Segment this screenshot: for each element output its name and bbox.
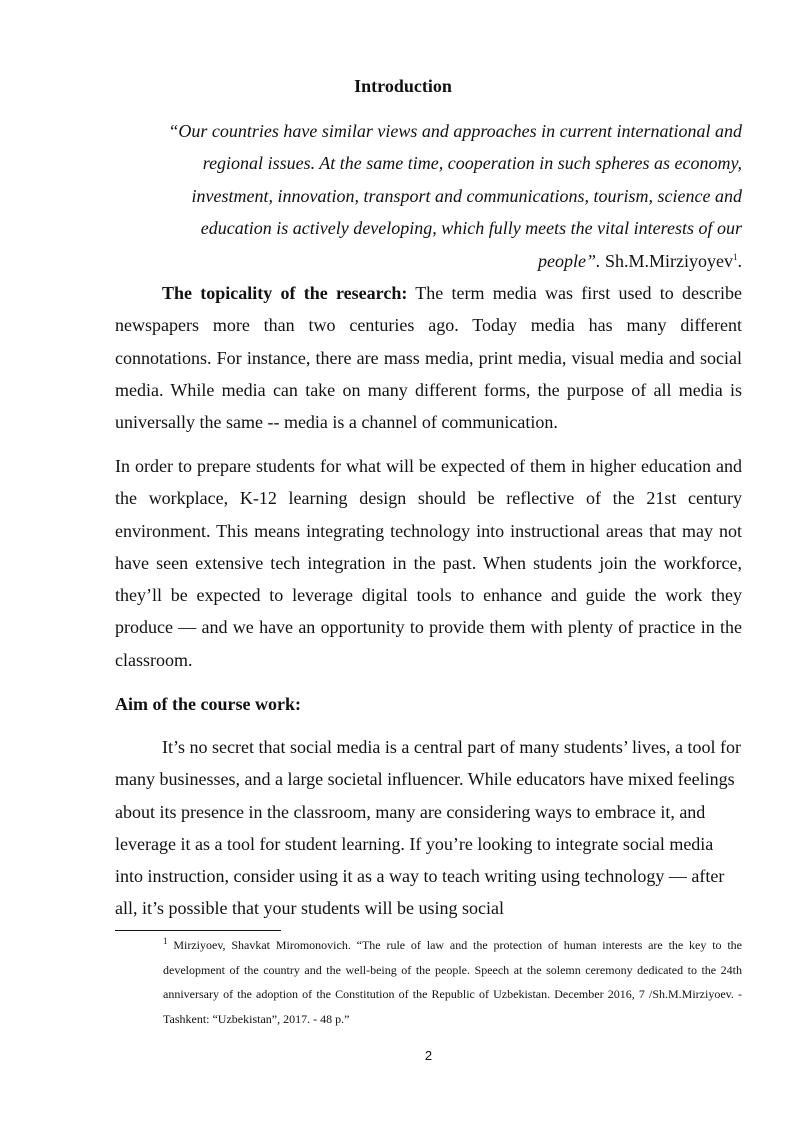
footnote-number: 1 — [163, 936, 168, 946]
footnote — [163, 933, 742, 1031]
topicality-label: The topicality of the research: — [162, 283, 408, 303]
epigraph-author: Sh.M.Mirziyoyev — [605, 250, 733, 271]
body-paragraph-3: It’s no secret that social media is a central part of many students’ lives, a tool for many businesses, and a large societal influencer. While educators have mixed feelings about its presence in the classroom, many are considering ways to embrace it, and leverage it as a tool for student learning. If you’re looking to integrate social media into instruction, consider using it as a way to teach writing using technology — after all, it’s possible that your students will be using social — [115, 737, 741, 919]
footnote-separator — [115, 930, 281, 931]
page-title: Introduction — [354, 76, 452, 96]
page-number: 2 — [424, 1048, 433, 1063]
epigraph-quote — [140, 115, 742, 277]
footnote-reference[interactable]: 1 — [733, 251, 738, 262]
body-paragraph-2: In order to prepare students for what will be expected of them in higher education and the workplace, K-12 learning design should be reflective of the 21st century environment. This means integrating technology into instructional areas that may not have seen extensive tech integration in the past. When students join the workforce, they’ll be expected to leverage digital tools to enhance and guide the work they produce — and we have an opportunity to provide them with plenty of practice in the classroom. — [115, 456, 742, 670]
topicality-text: The term media was first used to describe newspapers more than two centuries ago. Today media has many different connotations. For instance, there are mass media, print media, visual media and social media. While media can take on many different forms, the purpose of all media is universally the same -- media is a channel of communication. — [115, 283, 742, 433]
topicality-paragraph — [115, 277, 742, 438]
footnote-text: Mirziyoev, Shavkat Miromonovich. “The rule of law and the protection of human interests are the key to the development of the country and the well-being of the people. Speech at the solemn ceremony dedicated to the 24th anniversary of the adoption of the Constitution of the Republic of Uzbekistan. December 2016, 7 /Sh.M.Mirziyoev. - Tashkent: “Uzbekistan”, 2017. - 48 p.” — [163, 938, 743, 1026]
epigraph-end-period: . — [737, 250, 742, 271]
aim-heading: Aim of the course work: — [115, 694, 301, 714]
epigraph-text: “Our countries have similar views and approaches in current international and regional issues. At the same time, cooperation in such spheres as economy, investment, innovation, transport and communications, tourism, science and education is actively developing, which fully meets the vital interests of our people”. — [168, 121, 742, 271]
